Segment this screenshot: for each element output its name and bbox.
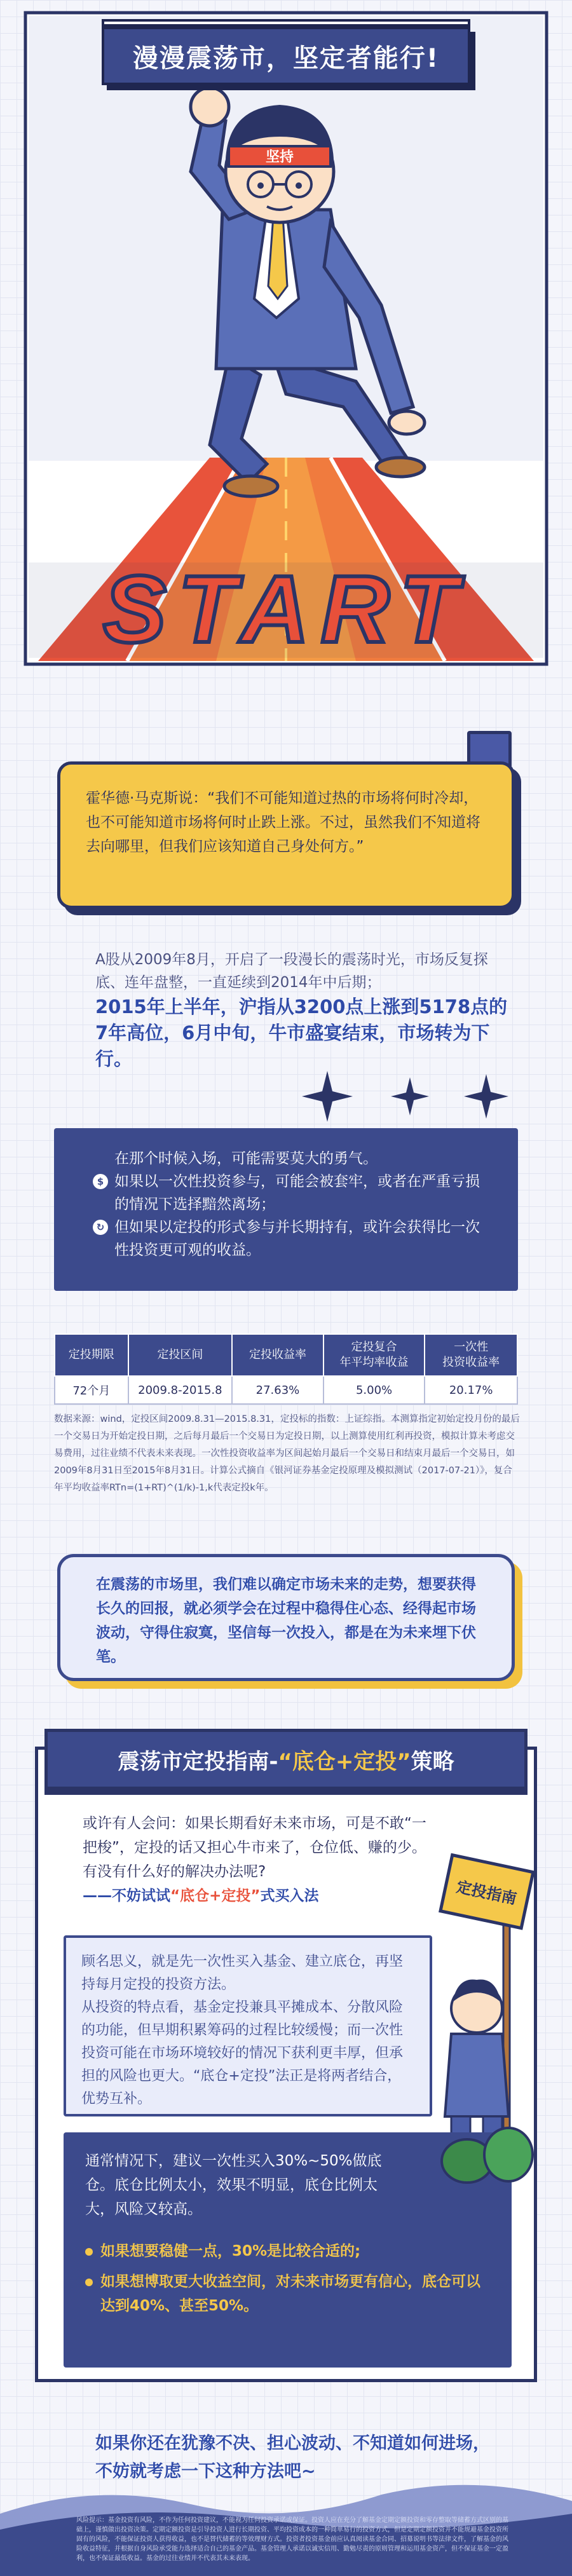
investment-table [54,1333,518,1405]
plant-decoration [439,2116,540,2186]
method-explanation: 从投资的特点看，基金定投兼具平摊成本、分散风险的功能，但早期积累筹码的过程比较缓慢；而一次性投资可能在市场环境较好的情况下获利更丰厚，但承担的风险也更大。“底仓+定投”法正是将两者结合，优势互补。 [81,2000,404,2107]
advice-item: 如果想要稳健一点，30%是比较合适的; [85,2239,490,2263]
answer-prefix: ——不妨试试 [83,1888,170,1904]
refresh-icon: ↻ [93,1220,108,1235]
question-text: 或许有人会问：如果长期看好未来市场，可是不敢“一把梭”，定投的话又担心牛市来了，仓位低、赚的少。有没有什么好的解决办法呢? [83,1815,426,1880]
table-header-cell: 定投复合 年平均率收益 [323,1334,425,1376]
hero-artwork [0,0,572,674]
closing-text: 如果你还在犹豫不决、担心波动、不知道如何进场，不妨就考虑一下这种方法吧~ [95,2434,490,2481]
table-cell: 2009.8-2015.8 [128,1376,233,1404]
courage-line-1 [114,1147,493,1170]
courage-block [54,1128,518,1291]
table-row [55,1376,517,1404]
answer-suffix: 式买入法 [260,1888,319,1904]
table-cell: 5.00% [323,1376,425,1404]
table-header-cell: 定投期限 [55,1334,128,1376]
courage-line-2 [97,1170,493,1216]
risk-disclaimer: 风险提示：基金投资有风险，不作为任何投资建议，不能视为任何投资承诺或保证。投资人应在充分了解基金定期定额投资和零存整取等储蓄方式区别的基础上，谨慎做出投资决策。定期定额投资是引导投资人进行长期投资、平均投资成本的一种简单易行的投资方式，但是定期定额投资并不能规避基金投资所固有的风险，不能保证投资人获得收益，也不是替代储蓄的等效理财方式。投资者投资基金前应认真阅读基金合同、招募说明书等法律文件，了解基金的风险收益特征，并根据自身风险承受能力选择适合自己的基金产品。基金管理人承诺以诚实信用、勤勉尽责的原则管理和运用基金资产，但不保证基金一定盈利，也不保证最低收益。基金的过往业绩并不代表其未来表现。 [76,2517,508,2562]
intro-highlight-text: 2015年上半年，沪指从3200点上涨到5178点的7年高位，6月中旬，牛市盛宴结束，市场转为下行。 [95,996,508,1070]
star-icon [464,1074,508,1119]
strategy-question [83,1811,439,1908]
table-cell: 72个月 [55,1376,128,1404]
strategy-title-accent: “底仓+定投” [278,1748,411,1775]
intro-plain-text: A股从2009年8月，开启了一段漫长的震荡时光，市场反复探底、连年盘整，一直延续到2014年中后期； [95,951,488,991]
answer-accent: “底仓+定投” [170,1888,261,1904]
advice-item: 如果想博取更大收益空间，对未来市场更有信心，底仓可以达到40%、甚至50%。 [85,2270,490,2318]
headband-text: 坚持 [265,149,294,165]
page-title [102,27,470,85]
table-header-cell: 定投区间 [128,1334,233,1376]
intro-paragraph [95,948,515,1072]
decorative-stars [302,1071,518,1122]
page-title-text: 漫漫震荡市，坚定者能行! [132,43,440,73]
guide-sign-text: 定投指南 [454,1877,519,1908]
money-bag-icon: $ [93,1174,108,1189]
courage-line-3-text: 但如果以定投的形式参与并长期持有，或许会获得比一次性投资更可观的收益。 [114,1219,480,1258]
strategy-title-suffix: 策略 [411,1748,454,1775]
table-header-cell: 一次性 投资收益率 [425,1334,517,1376]
guide-sign-illustration [432,1850,537,2155]
data-source-note: 数据来源：wind，定投区间2009.8.31—2015.8.31，定投标的指数：上证综指。本测算指定初始定投月份的最后一个交易日为开始定投日期，之后每月最后一个交易日为定投日期，以上测算使用红利再投资，模拟计算未考虑交易费用，过往业绩不代表未来表现。一次性投资收益率为区间起始月最后一个交易日和结束月最后一个交易日，如2009年8月31日至2015年8月31日。计算公式摘自《银河证券基金定投原理及模拟测试（2017-07-21）》，复合年平均收益率RTn=(1+RT)^(1/k)-1,k代表定投k年。 [54,1414,520,1493]
callout-text: 在震荡的市场里，我们难以确定市场未来的走势，想要获得长久的回报，就必须学会在过程中稳得住心态、经得起市场波动，守得住寂寞，坚信每一次投入，都是在为未来埋下伏笔。 [96,1576,476,1665]
hero-illustration [0,0,572,674]
courage-line-3 [96,1216,493,1262]
table-cell: 20.17% [425,1376,517,1404]
advice-intro: 通常情况下，建议一次性买入30%~50%做底仓。底仓比例太小，效果不明显，底仓比例太大，风险又较高。 [85,2153,382,2218]
star-icon [391,1077,429,1115]
table-header-cell: 定投收益率 [232,1334,323,1376]
star-icon [302,1071,353,1122]
table-cell: 27.63% [232,1376,323,1404]
strategy-title [44,1729,528,1790]
method-box [64,1935,432,2116]
table-header-row [55,1334,517,1376]
start-text: START [102,555,470,662]
quote-text: 霍华德·马克斯说：“我们不可能知道过热的市场将何时冷却，也不可能知道市场将何时止跌上涨。不过，虽然我们不知道将去向哪里，但我们应该知道自己身处何方。” [86,790,480,855]
strategy-title-prefix: 震荡市定投指南- [118,1748,278,1775]
answer-text [83,1884,439,1908]
market-callout [57,1554,515,1681]
title-banner-top-bar [102,19,470,27]
method-definition: 顾名思义，就是先一次性买入基金、建立底仓，再坚持每月定投的投资方法。 [81,1954,404,1993]
courage-line-1-text: 在那个时候入场，可能需要莫大的勇气。 [114,1150,378,1167]
quote-box [57,761,515,909]
courage-line-2-text: 如果以一次性投资参与，可能会被套牢，或者在严重亏损的情况下选择黯然离场； [114,1173,480,1213]
